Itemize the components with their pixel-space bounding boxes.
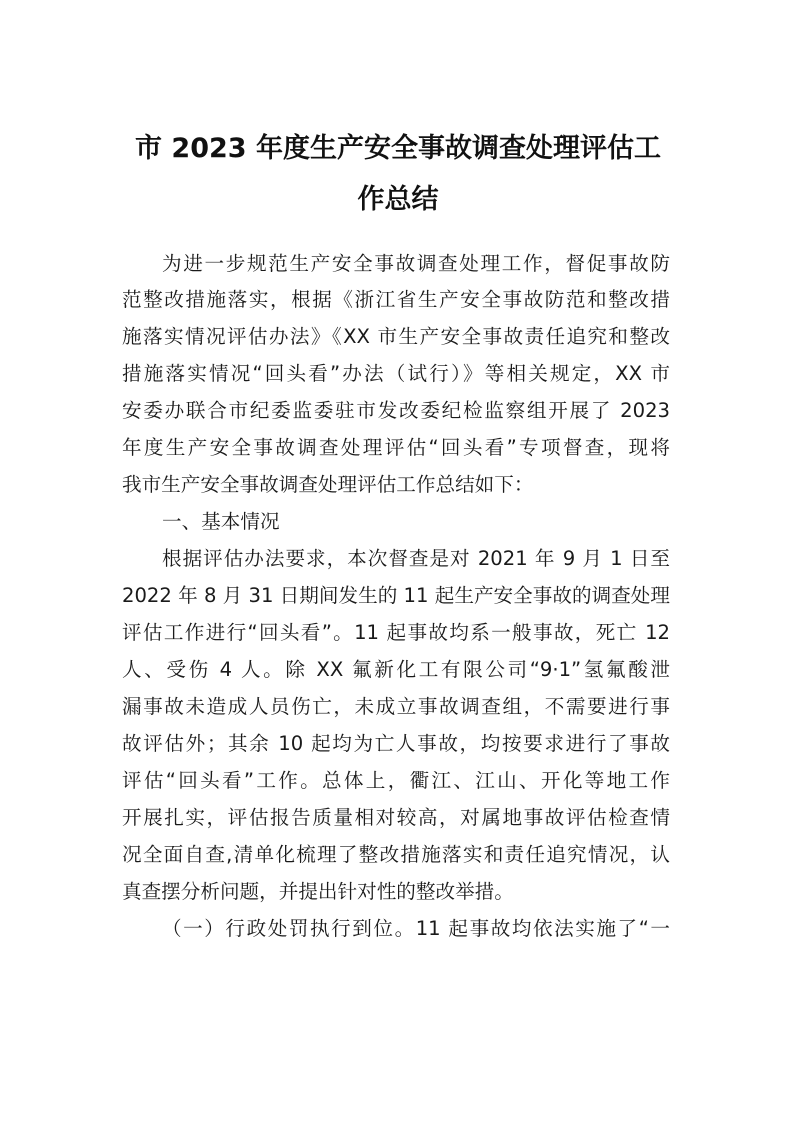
paragraph-line: 范整改措施落实，根据《浙江省生产安全事故防范和整改措 <box>122 288 670 311</box>
paragraph-line: 况全面自查,清单化梳理了整改措施落实和责任追究情况，认 <box>122 843 670 866</box>
subsection-paragraph-line: （一）行政处罚执行到位。11 起事故均依法实施了“一 <box>162 917 670 940</box>
paragraph-line: 漏事故未造成人员伤亡，未成立事故调查组，不需要进行事 <box>122 695 670 718</box>
paragraph-line: 为进一步规范生产安全事故调查处理工作，督促事故防 <box>162 252 670 275</box>
paragraph-line: 开展扎实，评估报告质量相对较高，对属地事故评估检查情 <box>122 806 670 829</box>
paragraph-line: 评估“回头看”工作。总体上，衢江、江山、开化等地工作 <box>122 769 670 792</box>
paragraph-line: 施落实情况评估办法》《XX 市生产安全事故责任追究和整改 <box>122 325 670 348</box>
document-title-line-2: 作总结 <box>357 184 439 215</box>
paragraph-line: 评估工作进行“回头看”。11 起事故均系一般事故，死亡 12 <box>122 621 670 644</box>
paragraph-line: 年度生产安全事故调查处理评估“回头看”专项督查，现将 <box>122 436 670 459</box>
paragraph-line: 真查摆分析问题，并提出针对性的整改举措。 <box>122 880 514 903</box>
paragraph-line: 2022 年 8 月 31 日期间发生的 11 起生产安全事故的调查处理 <box>122 584 670 607</box>
paragraph-line: 人、受伤 4 人。除 XX 氟新化工有限公司“9·1”氢氟酸泄 <box>122 658 670 681</box>
paragraph-line: 安委办联合市纪委监委驻市发改委纪检监察组开展了 2023 <box>122 399 670 422</box>
paragraph-line: 故评估外；其余 10 起均为亡人事故，均按要求进行了事故 <box>122 732 670 755</box>
paragraph-line: 根据评估办法要求，本次督查是对 2021 年 9 月 1 日至 <box>162 547 670 570</box>
section-heading: 一、基本情况 <box>162 510 280 533</box>
paragraph-line: 我市生产安全事故调查处理评估工作总结如下： <box>122 473 534 496</box>
document-title-line-1: 市 2023 年度生产安全事故调查处理评估工 <box>135 133 661 164</box>
paragraph-line: 措施落实情况“回头看”办法（试行）》等相关规定，XX 市 <box>122 362 670 385</box>
